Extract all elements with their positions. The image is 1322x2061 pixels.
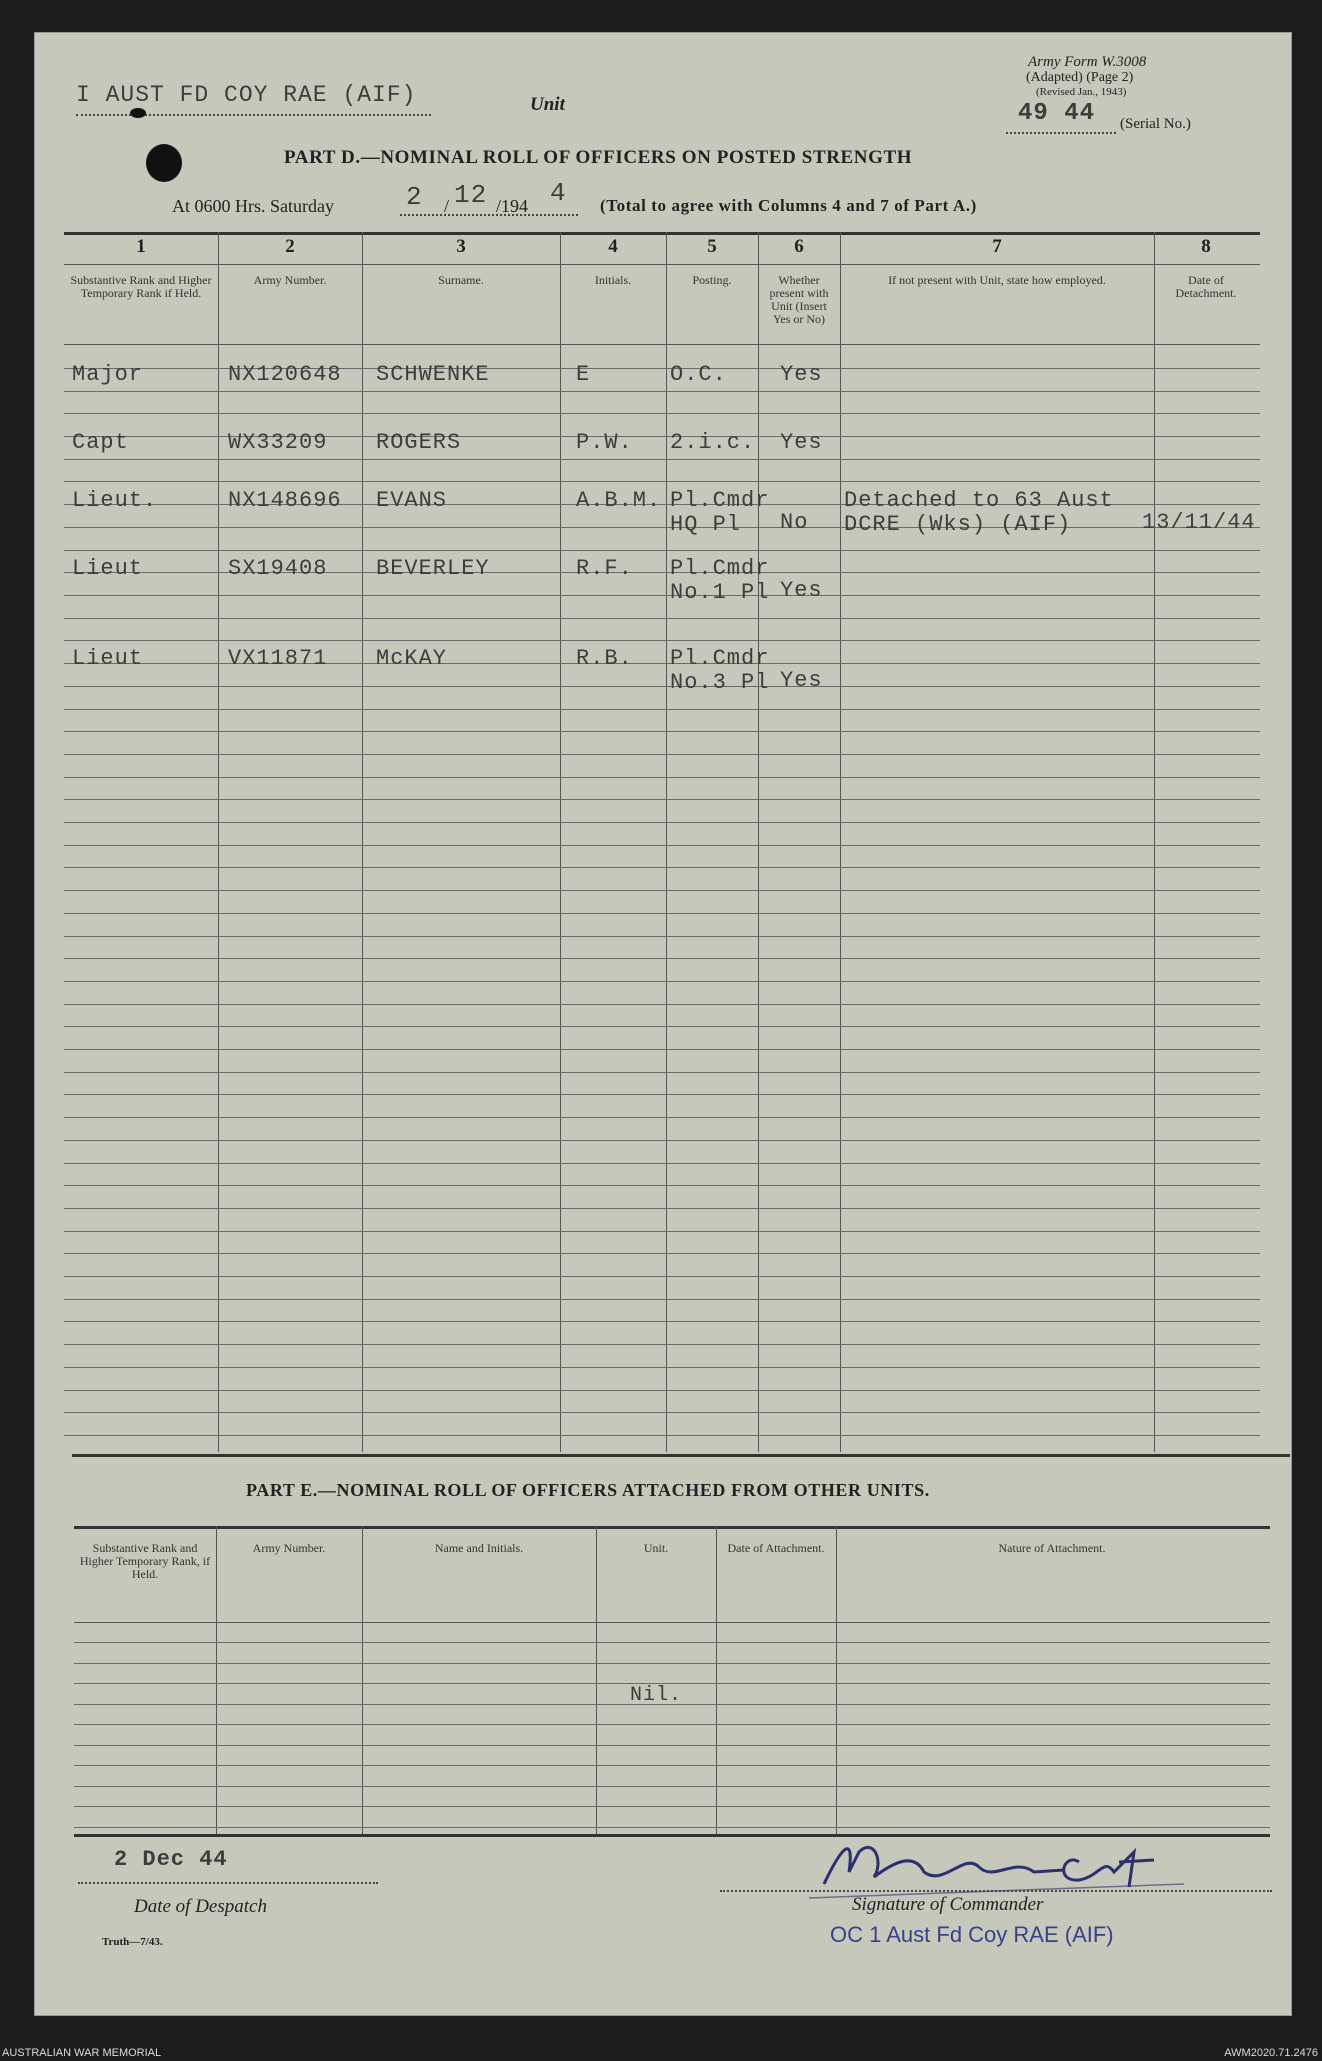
part-d-month: 12 [454, 180, 488, 210]
part-d-ruled-line [64, 1231, 1260, 1232]
part-e-col-header: Date of Attachment. [727, 1541, 825, 1555]
part-d-ruled-line [64, 1321, 1260, 1322]
part-d-cell-posting: 2.i.c. [670, 430, 756, 455]
unit-label: Unit [530, 94, 565, 115]
part-d-cell-posting: Pl.Cmdr [670, 556, 770, 581]
part-d-ruled-line [64, 890, 1260, 891]
part-e-col-divider [596, 1526, 597, 1834]
part-d-ruled-line [64, 731, 1260, 732]
part-d-cell-present: Yes [780, 668, 823, 693]
part-e-entry: Nil. [630, 1684, 683, 1707]
part-d-ruled-line [64, 867, 1260, 868]
form-page [34, 32, 1292, 2016]
form-name: Army Form W.3008 [1028, 54, 1147, 70]
part-d-ruled-line [64, 1390, 1260, 1391]
part-d-col-header: Posting. [692, 273, 732, 287]
part-d-ruled-line [64, 686, 1260, 687]
part-d-cell-date: 13/11/44 [1142, 510, 1256, 535]
part-d-ruled-line [64, 391, 1260, 392]
part-d-ruled-line [64, 1072, 1260, 1073]
part-d-col-number: 2 [285, 236, 295, 257]
part-d-ruled-line [64, 1412, 1260, 1413]
printer-mark: Truth—7/43. [102, 1936, 163, 1948]
part-d-cell-rank: Lieut [72, 556, 144, 581]
part-d-cell-present: Yes [780, 430, 823, 455]
part-d-cell-rank: Lieut. [72, 488, 158, 513]
part-d-cell-employed2: DCRE (Wks) (AIF) [844, 512, 1072, 537]
part-d-ruled-line [64, 936, 1260, 937]
part-e-ruled-line [74, 1724, 1270, 1725]
credit-left: AUSTRALIAN WAR MEMORIAL [2, 2047, 162, 2059]
signature-underline [720, 1890, 1272, 1892]
part-d-ruled-line [64, 550, 1260, 551]
part-d-cell-number: WX33209 [228, 430, 328, 455]
serial-label: (Serial No.) [1120, 116, 1191, 132]
part-d-ruled-line [64, 799, 1260, 800]
part-d-ruled-line [64, 640, 1260, 641]
part-d-cell-employed: Detached to 63 Aust [844, 488, 1114, 513]
part-d-ruled-line [64, 709, 1260, 710]
part-d-header-rule [64, 344, 1260, 345]
serial-value: 49 44 [1018, 100, 1096, 127]
part-d-ruled-line [64, 1049, 1260, 1050]
part-e-col-divider [216, 1526, 217, 1834]
part-d-cell-initials: E [576, 362, 591, 387]
part-d-cell-initials: P.W. [576, 430, 633, 455]
unit-underline [76, 114, 431, 116]
part-e-col-divider [362, 1526, 363, 1834]
despatch-underline [78, 1882, 378, 1884]
part-d-day: 2 [406, 182, 423, 212]
part-d-ruled-line [64, 958, 1260, 959]
part-d-ruled-line [64, 527, 1260, 528]
part-d-cell-initials: R.B. [576, 646, 633, 671]
part-d-ruled-line [64, 459, 1260, 460]
part-d-col-divider [560, 232, 561, 1452]
part-d-ruled-line [64, 595, 1260, 596]
part-d-title: PART D.—NOMINAL ROLL OF OFFICERS ON POSTED STRENGTH [284, 147, 913, 168]
part-e-ruled-line [74, 1642, 1270, 1643]
part-d-year-digit: 4 [550, 178, 567, 208]
part-d-ruled-line [64, 1117, 1260, 1118]
part-d-ruled-line [64, 822, 1260, 823]
part-d-cell-posting: Pl.Cmdr [670, 488, 770, 513]
part-d-ruled-line [64, 1140, 1260, 1141]
part-d-ruled-line [64, 1004, 1260, 1005]
part-d-ruled-line [64, 413, 1260, 414]
part-d-cell-posting: O.C. [670, 362, 727, 387]
part-d-ruled-line [64, 1276, 1260, 1277]
part-d-top-rule [64, 232, 1260, 235]
part-d-cell-initials: R.F. [576, 556, 633, 581]
part-d-cell-posting2: HQ Pl [670, 512, 742, 537]
part-d-cell-surname: BEVERLEY [376, 556, 490, 581]
date-slash: / [444, 196, 450, 216]
form-revised: (Revised Jan., 1943) [1036, 86, 1127, 98]
part-e-col-header: Substantive Rank and Higher Temporary Rank, if Held. [79, 1541, 211, 1581]
part-d-cell-rank: Capt [72, 430, 129, 455]
part-d-col-number: 8 [1201, 236, 1211, 257]
part-d-cell-number: VX11871 [228, 646, 328, 671]
part-d-cell-initials: A.B.M. [576, 488, 662, 513]
part-d-col-divider [758, 232, 759, 1452]
part-d-col-divider [362, 232, 363, 1452]
part-d-cell-surname: ROGERS [376, 430, 462, 455]
part-d-ruled-line [64, 1299, 1260, 1300]
part-d-ruled-line [64, 1253, 1260, 1254]
part-d-col-header: Substantive Rank and Higher Temporary Rank if Held. [70, 273, 212, 300]
part-d-ruled-line [64, 481, 1260, 482]
part-d-year-prefix: /194 [496, 196, 529, 216]
part-e-ruled-line [74, 1806, 1270, 1807]
part-d-cell-surname: EVANS [376, 488, 448, 513]
part-e-col-header: Name and Initials. [434, 1541, 524, 1555]
part-d-cell-present: Yes [780, 362, 823, 387]
part-e-top-rule [74, 1526, 1270, 1529]
part-d-col-header: Initials. [594, 273, 632, 287]
despatch-label: Date of Despatch [134, 1896, 267, 1917]
part-d-col-number: 4 [608, 236, 618, 257]
part-d-ruled-line [64, 845, 1260, 846]
part-d-ruled-line [64, 1026, 1260, 1027]
part-d-col-number: 1 [136, 236, 146, 257]
date-underline [400, 214, 578, 216]
part-d-cell-number: NX120648 [228, 362, 342, 387]
part-d-note: (Total to agree with Columns 4 and 7 of Part A.) [600, 196, 977, 215]
credit-right: AWM2020.71.2476 [1224, 2047, 1318, 2059]
part-d-col-header: Surname. [438, 273, 484, 287]
part-e-ruled-line [74, 1827, 1270, 1828]
part-d-col-divider [840, 232, 841, 1452]
part-d-ruled-line [64, 618, 1260, 619]
part-e-ruled-line [74, 1745, 1270, 1746]
part-e-rule-top [72, 1454, 1290, 1457]
part-d-ruled-line [64, 1435, 1260, 1436]
part-d-cell-rank: Lieut [72, 646, 144, 671]
part-e-col-header: Unit. [643, 1541, 669, 1555]
part-d-ruled-line [64, 1367, 1260, 1368]
part-d-col-divider [1154, 232, 1155, 1452]
part-e-title: PART E.—NOMINAL ROLL OF OFFICERS ATTACHED FROM OTHER UNITS. [246, 1480, 930, 1500]
serial-underline [1006, 132, 1116, 134]
part-d-cell-surname: McKAY [376, 646, 448, 671]
part-e-ruled-line [74, 1786, 1270, 1787]
part-d-col-header: If not present with Unit, state how employed. [888, 273, 1106, 287]
part-d-ruled-line [64, 1094, 1260, 1095]
part-d-col-number: 7 [992, 236, 1002, 257]
part-d-col-header: Whether present with Unit (Insert Yes or No) [769, 273, 829, 326]
part-d-col-number: 6 [794, 236, 804, 257]
part-e-ruled-line [74, 1663, 1270, 1664]
part-d-col-header: Date of Detachment. [1175, 273, 1237, 300]
part-e-col-divider [836, 1526, 837, 1834]
part-d-col-number: 3 [456, 236, 466, 257]
part-d-ruled-line [64, 1208, 1260, 1209]
despatch-date: 2 Dec 44 [114, 1847, 228, 1872]
part-d-ruled-line [64, 1163, 1260, 1164]
part-d-ruled-line [64, 1185, 1260, 1186]
part-d-cell-posting2: No.1 Pl [670, 580, 770, 605]
part-d-cell-posting: Pl.Cmdr [670, 646, 770, 671]
unit-value: I AUST FD COY RAE (AIF) [76, 82, 417, 108]
punch-hole [146, 144, 182, 182]
part-d-ruled-line [64, 754, 1260, 755]
part-d-col-header: Army Number. [253, 273, 327, 287]
signature-label: Signature of Commander [852, 1894, 1044, 1915]
commander-stamp: OC 1 Aust Fd Coy RAE (AIF) [830, 1922, 1114, 1947]
part-d-col-divider [218, 232, 219, 1452]
part-d-at-text: At 0600 Hrs. Saturday [172, 196, 334, 216]
part-e-col-divider [716, 1526, 717, 1834]
form-adapted: (Adapted) (Page 2) [1026, 70, 1134, 85]
part-d-cell-number: SX19408 [228, 556, 328, 581]
part-d-cell-surname: SCHWENKE [376, 362, 490, 387]
part-d-cell-number: NX148696 [228, 488, 342, 513]
part-e-col-header: Army Number. [252, 1541, 326, 1555]
part-d-ruled-line [64, 1344, 1260, 1345]
part-e-ruled-line [74, 1765, 1270, 1766]
part-d-cell-posting2: No.3 Pl [670, 670, 770, 695]
part-e-header-rule [74, 1622, 1270, 1623]
part-d-ruled-line [64, 913, 1260, 914]
part-d-col-number: 5 [707, 236, 717, 257]
part-d-ruled-line [64, 981, 1260, 982]
part-d-col-divider [666, 232, 667, 1452]
part-d-cell-rank: Major [72, 362, 144, 387]
part-e-col-header: Nature of Attachment. [998, 1541, 1106, 1555]
part-d-ruled-line [64, 777, 1260, 778]
punch-mark [130, 108, 146, 118]
part-d-cell-present: No [780, 510, 809, 535]
part-d-cell-present: Yes [780, 578, 823, 603]
part-d-number-rule [64, 264, 1260, 265]
